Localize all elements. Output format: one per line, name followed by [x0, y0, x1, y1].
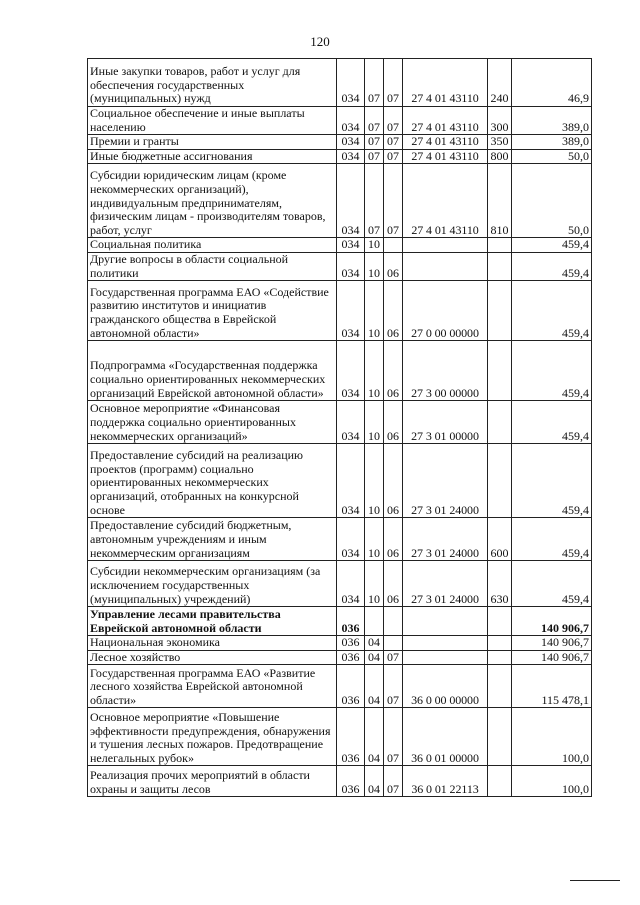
row-target-article-code: 27 3 01 24000	[403, 518, 488, 561]
row-name: Государственная программа ЕАО «Содействие развитию институтов и инициатив гражданского общества в Еврейской автономной области»	[88, 281, 337, 341]
row-section-code: 04	[365, 708, 384, 766]
row-expense-type-code	[488, 341, 512, 401]
row-target-article-code: 27 4 01 43110	[403, 59, 488, 107]
row-subsection-code: 07	[384, 665, 403, 708]
row-section-code: 10	[365, 561, 384, 607]
footer-rule	[570, 880, 620, 881]
row-section-code: 07	[365, 149, 384, 164]
row-expense-type-code: 630	[488, 561, 512, 607]
row-name: Управление лесами правительства Еврейской автономной области	[88, 607, 337, 636]
row-name: Государственная программа ЕАО «Развитие лесного хозяйства Еврейской автономной области»	[88, 665, 337, 708]
table-row	[88, 149, 592, 164]
row-expense-type-code	[488, 401, 512, 444]
row-expense-type-code	[488, 238, 512, 253]
row-section-code: 10	[365, 252, 384, 280]
row-subsection-code	[384, 607, 403, 636]
row-target-article-code: 27 3 01 24000	[403, 561, 488, 607]
row-ved-code: 034	[337, 281, 365, 341]
row-target-article-code	[403, 650, 488, 665]
row-section-code: 07	[365, 135, 384, 150]
budget-table-body	[88, 59, 592, 797]
row-name: Иные закупки товаров, работ и услуг для обеспечения государственных (муниципальных) нужд	[88, 59, 337, 107]
table-row	[88, 561, 592, 607]
row-amount: 140 906,7	[512, 636, 592, 651]
row-amount: 459,4	[512, 444, 592, 518]
table-row	[88, 650, 592, 665]
row-ved-code: 034	[337, 252, 365, 280]
row-subsection-code: 07	[384, 107, 403, 135]
row-expense-type-code	[488, 636, 512, 651]
row-ved-code: 036	[337, 650, 365, 665]
row-ved-code: 034	[337, 238, 365, 253]
row-name: Премии и гранты	[88, 135, 337, 150]
row-target-article-code	[403, 238, 488, 253]
row-expense-type-code: 600	[488, 518, 512, 561]
row-name: Социальная политика	[88, 238, 337, 253]
row-target-article-code: 36 0 01 00000	[403, 708, 488, 766]
row-expense-type-code	[488, 252, 512, 280]
row-name: Социальное обеспечение и иные выплаты населению	[88, 107, 337, 135]
row-amount: 100,0	[512, 766, 592, 797]
row-amount: 459,4	[512, 238, 592, 253]
row-expense-type-code	[488, 444, 512, 518]
budget-table	[87, 58, 592, 797]
table-row	[88, 401, 592, 444]
row-name: Предоставление субсидий бюджетным, автономным учреждениям и иным некоммерческим организациям	[88, 518, 337, 561]
row-subsection-code: 06	[384, 281, 403, 341]
row-ved-code: 034	[337, 135, 365, 150]
table-row	[88, 59, 592, 107]
row-amount: 459,4	[512, 281, 592, 341]
row-expense-type-code: 240	[488, 59, 512, 107]
row-target-article-code: 27 4 01 43110	[403, 149, 488, 164]
row-section-code: 04	[365, 766, 384, 797]
row-subsection-code: 07	[384, 135, 403, 150]
row-ved-code: 036	[337, 607, 365, 636]
row-target-article-code: 27 3 01 24000	[403, 444, 488, 518]
row-amount: 115 478,1	[512, 665, 592, 708]
table-row	[88, 164, 592, 238]
row-section-code: 04	[365, 650, 384, 665]
row-section-code: 07	[365, 164, 384, 238]
table-row	[88, 281, 592, 341]
row-ved-code: 034	[337, 149, 365, 164]
row-expense-type-code: 810	[488, 164, 512, 238]
row-section-code: 10	[365, 238, 384, 253]
row-subsection-code: 07	[384, 59, 403, 107]
row-name: Лесное хозяйство	[88, 650, 337, 665]
row-section-code: 10	[365, 401, 384, 444]
row-ved-code: 034	[337, 164, 365, 238]
row-name: Основное мероприятие «Повышение эффективности предупреждения, обнаружения и тушения лесных пожаров. Предотвращение нелегальных рубок»	[88, 708, 337, 766]
row-name: Реализация прочих мероприятий в области охраны и защиты лесов	[88, 766, 337, 797]
table-row	[88, 252, 592, 280]
row-subsection-code: 06	[384, 252, 403, 280]
row-subsection-code	[384, 238, 403, 253]
row-amount: 140 906,7	[512, 607, 592, 636]
row-ved-code: 036	[337, 708, 365, 766]
row-expense-type-code: 800	[488, 149, 512, 164]
table-row	[88, 766, 592, 797]
row-target-article-code: 27 0 00 00000	[403, 281, 488, 341]
row-target-article-code: 27 4 01 43110	[403, 135, 488, 150]
row-subsection-code: 06	[384, 561, 403, 607]
row-subsection-code: 06	[384, 401, 403, 444]
row-ved-code: 036	[337, 665, 365, 708]
row-expense-type-code	[488, 665, 512, 708]
row-target-article-code: 27 3 00 00000	[403, 341, 488, 401]
row-subsection-code: 06	[384, 518, 403, 561]
row-name: Другие вопросы в области социальной политики	[88, 252, 337, 280]
row-subsection-code: 06	[384, 341, 403, 401]
table-row	[88, 708, 592, 766]
row-ved-code: 034	[337, 401, 365, 444]
row-target-article-code: 36 0 00 00000	[403, 665, 488, 708]
row-ved-code: 034	[337, 518, 365, 561]
row-amount: 459,4	[512, 341, 592, 401]
table-row	[88, 607, 592, 636]
row-section-code: 10	[365, 341, 384, 401]
row-expense-type-code	[488, 766, 512, 797]
row-subsection-code: 07	[384, 164, 403, 238]
row-subsection-code: 07	[384, 149, 403, 164]
table-row	[88, 518, 592, 561]
row-amount: 459,4	[512, 518, 592, 561]
row-ved-code: 034	[337, 561, 365, 607]
row-amount: 50,0	[512, 164, 592, 238]
page-number: 120	[310, 34, 330, 49]
row-target-article-code	[403, 636, 488, 651]
row-name: Субсидии некоммерческим организациям (за исключением государственных (муниципальных) учреждений)	[88, 561, 337, 607]
row-ved-code: 034	[337, 107, 365, 135]
row-amount: 389,0	[512, 107, 592, 135]
row-expense-type-code: 350	[488, 135, 512, 150]
row-section-code: 07	[365, 59, 384, 107]
row-section-code: 07	[365, 107, 384, 135]
row-name: Иные бюджетные ассигнования	[88, 149, 337, 164]
row-ved-code: 036	[337, 766, 365, 797]
row-expense-type-code	[488, 281, 512, 341]
row-target-article-code	[403, 252, 488, 280]
row-target-article-code: 27 4 01 43110	[403, 164, 488, 238]
row-section-code: 10	[365, 444, 384, 518]
row-ved-code: 034	[337, 444, 365, 518]
row-ved-code: 034	[337, 59, 365, 107]
row-expense-type-code: 300	[488, 107, 512, 135]
row-ved-code: 034	[337, 341, 365, 401]
row-name: Подпрограмма «Государственная поддержка социально ориентированных некоммерческих организаций Еврейской автономной области»	[88, 341, 337, 401]
row-expense-type-code	[488, 650, 512, 665]
row-subsection-code	[384, 636, 403, 651]
row-ved-code: 036	[337, 636, 365, 651]
row-amount: 46,9	[512, 59, 592, 107]
row-section-code: 10	[365, 518, 384, 561]
row-amount: 100,0	[512, 708, 592, 766]
row-name: Основное мероприятие «Финансовая поддержка социально ориентированных некоммерческих организаций»	[88, 401, 337, 444]
row-expense-type-code	[488, 708, 512, 766]
table-row	[88, 238, 592, 253]
table-row	[88, 135, 592, 150]
row-amount: 459,4	[512, 401, 592, 444]
row-expense-type-code	[488, 607, 512, 636]
table-row	[88, 107, 592, 135]
row-subsection-code: 07	[384, 708, 403, 766]
row-target-article-code: 27 3 01 00000	[403, 401, 488, 444]
row-target-article-code: 36 0 01 22113	[403, 766, 488, 797]
row-amount: 50,0	[512, 149, 592, 164]
row-name: Национальная экономика	[88, 636, 337, 651]
row-subsection-code: 07	[384, 766, 403, 797]
row-name: Предоставление субсидий на реализацию проектов (программ) социально ориентированных некоммерческих организаций, отобранных на конкурсной основе	[88, 444, 337, 518]
row-target-article-code	[403, 607, 488, 636]
row-section-code	[365, 607, 384, 636]
row-section-code: 04	[365, 636, 384, 651]
row-name: Субсидии юридическим лицам (кроме некоммерческих организаций), индивидуальным предпринимателям, физическим лицам - производителям товаров, работ, услуг	[88, 164, 337, 238]
row-amount: 389,0	[512, 135, 592, 150]
table-row	[88, 341, 592, 401]
row-section-code: 04	[365, 665, 384, 708]
row-subsection-code: 07	[384, 650, 403, 665]
table-row	[88, 444, 592, 518]
row-amount: 140 906,7	[512, 650, 592, 665]
row-subsection-code: 06	[384, 444, 403, 518]
row-amount: 459,4	[512, 561, 592, 607]
table-row	[88, 636, 592, 651]
table-row	[88, 665, 592, 708]
row-amount: 459,4	[512, 252, 592, 280]
row-section-code: 10	[365, 281, 384, 341]
row-target-article-code: 27 4 01 43110	[403, 107, 488, 135]
